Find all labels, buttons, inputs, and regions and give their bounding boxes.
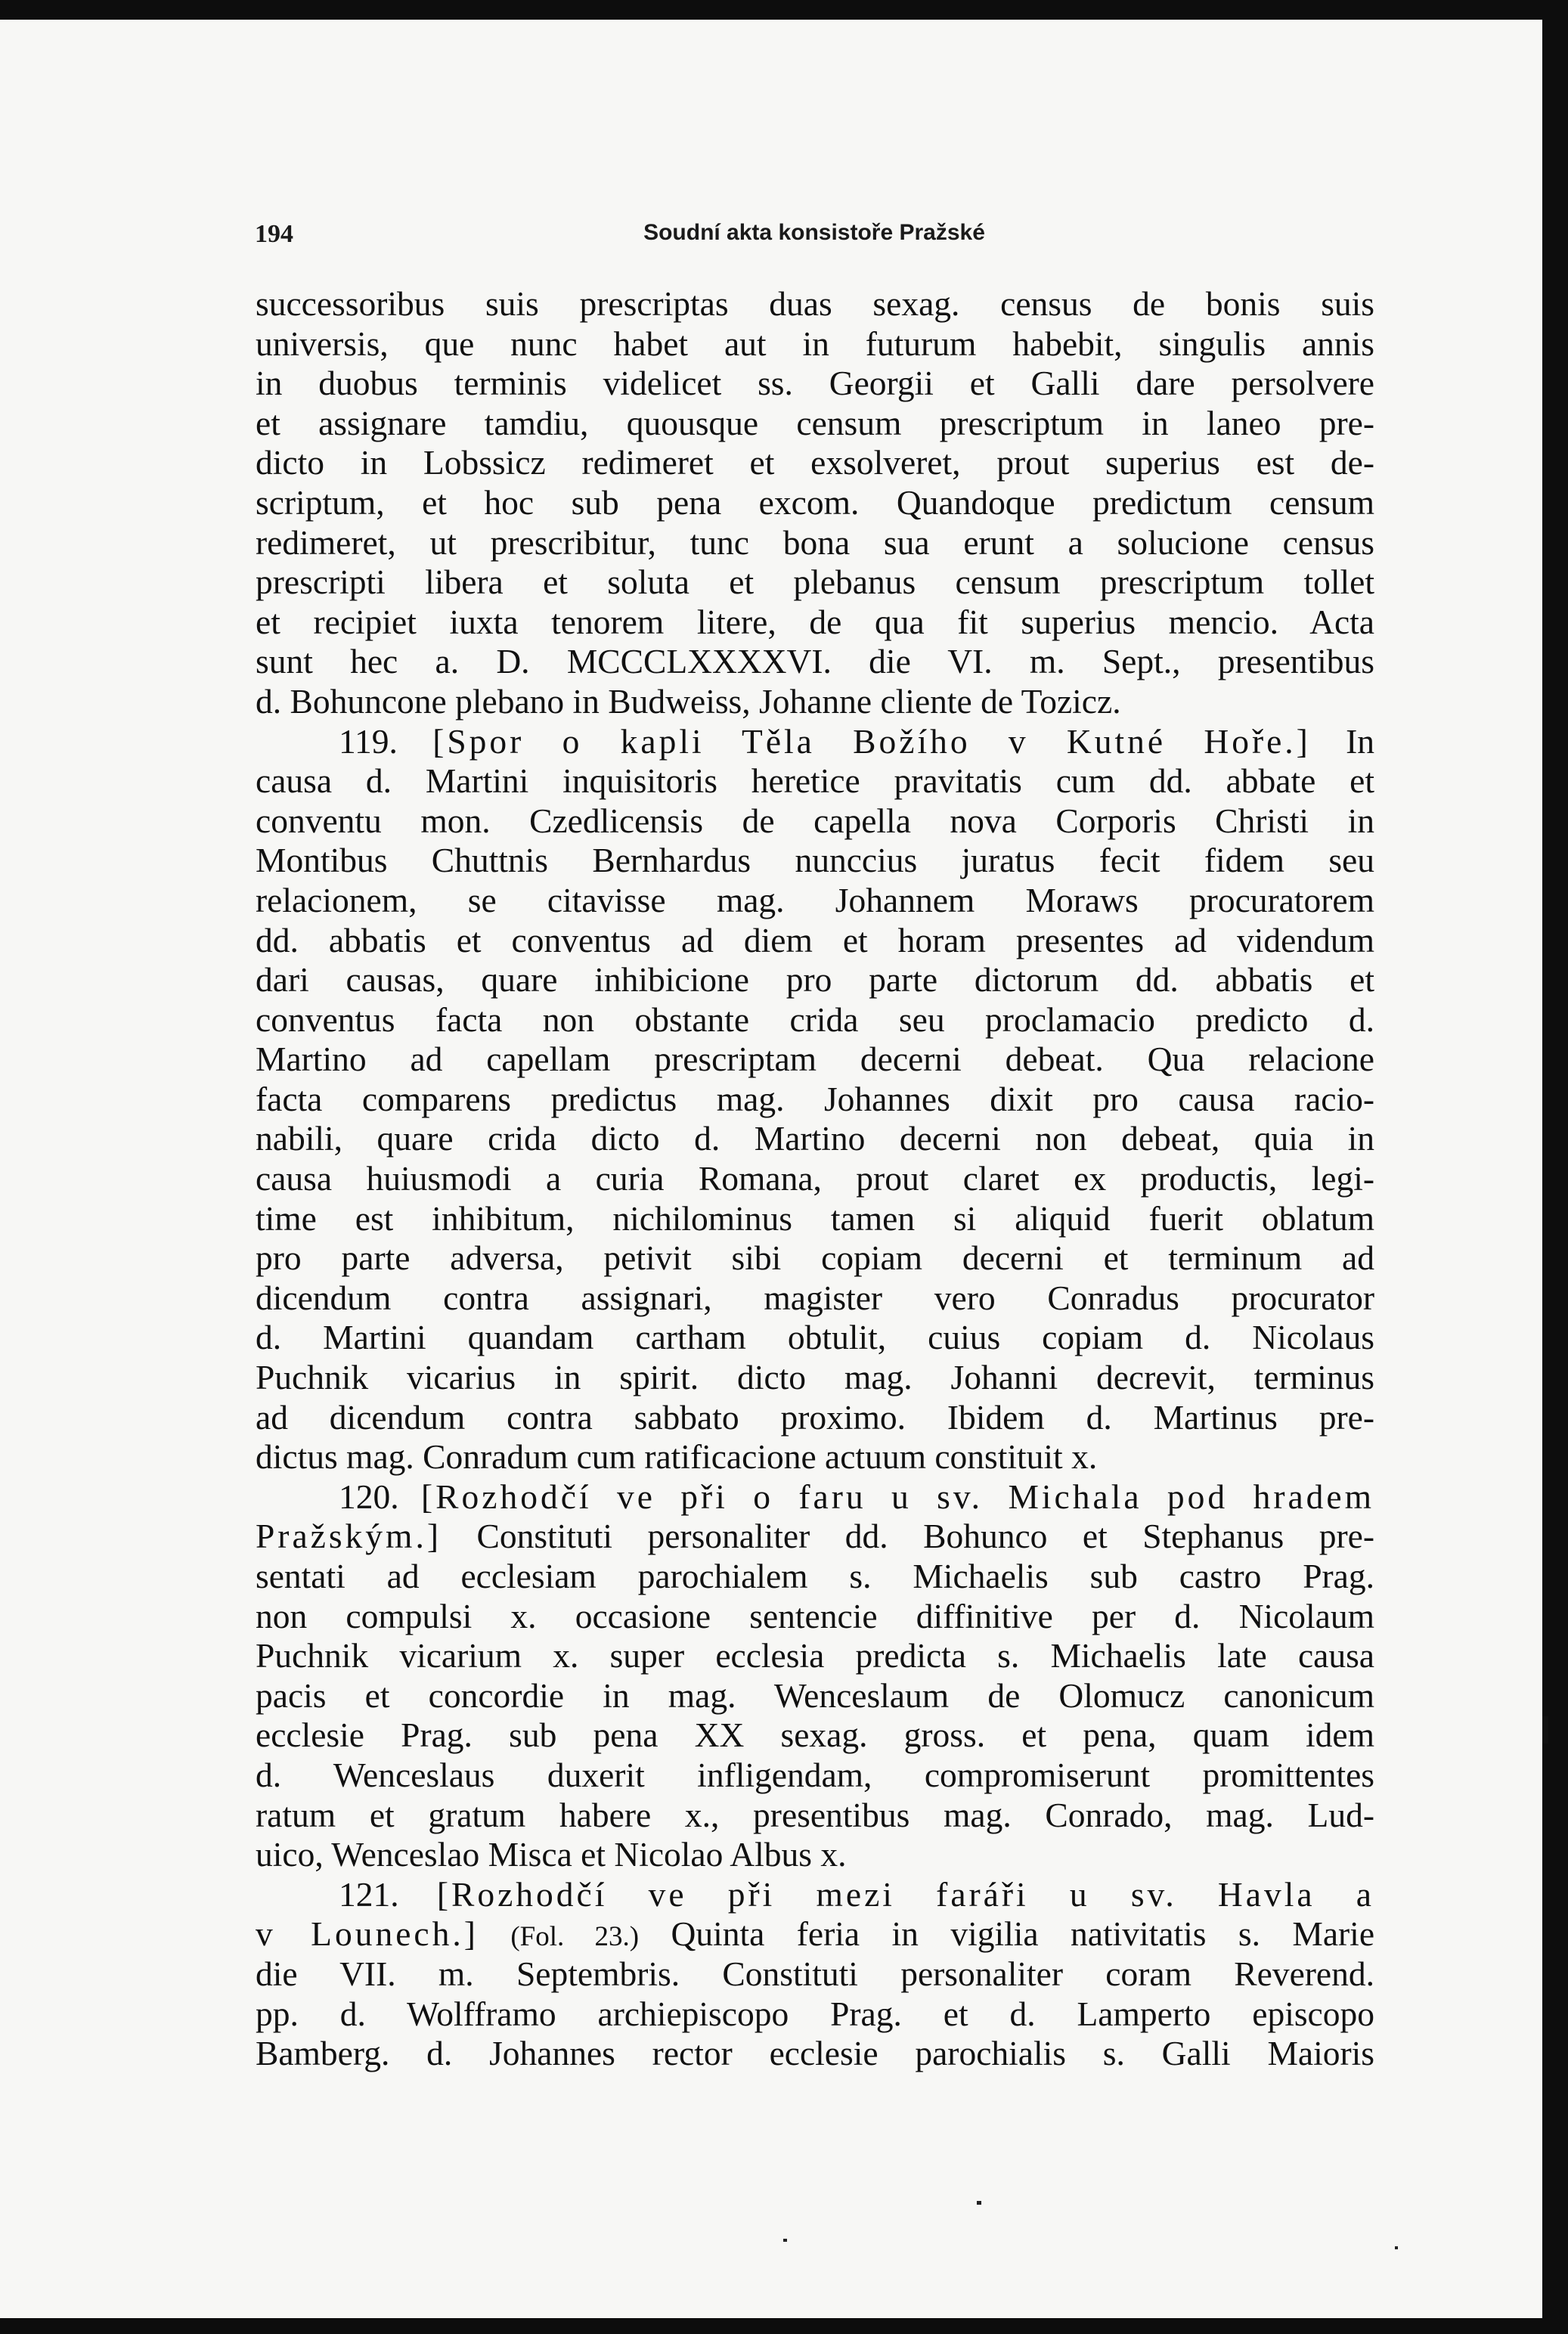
entry-heading-end: Pražským.] (256, 1517, 442, 1556)
text-line: Martino ad capellam prescriptam decerni debeat. Qua relacione (256, 1040, 1374, 1079)
text-line: ad dicendum contra sabbato proximo. Ibidem d. Martinus pre- (256, 1397, 1374, 1437)
text-line: d. Martini quandam cartham obtulit, cuius copiam d. Nicolaus (256, 1318, 1374, 1357)
entry-number: 120. (339, 1477, 399, 1516)
text-line: relacionem, se citavisse mag. Johannem Moraws procuratorem (256, 880, 1374, 919)
entry-number: 121. (339, 1874, 399, 1914)
text-line: successoribus suis prescriptas duas sexag. census de bonis suis (256, 284, 1374, 323)
text-line: pp. d. Wolfframo archiepiscopo Prag. et d. Lamperto episcopo (256, 1994, 1374, 2033)
page-number: 194 (255, 220, 293, 248)
text-line: conventus facta non obstante crida seu proclamacio predicto d. (256, 1000, 1374, 1039)
entry-text: Quinta feria in vigilia nativitatis s. Marie (671, 1914, 1375, 1954)
scan-speck (977, 2201, 981, 2205)
text-line: causa d. Martini inquisitoris heretice pravitatis cum dd. abbate et (256, 761, 1374, 801)
text-line: redimeret, ut prescribitur, tunc bona sua erunt a solucione census (256, 522, 1374, 562)
document-page (0, 20, 1542, 2318)
page-edge-mark (1542, 1716, 1548, 1744)
text-line: Bamberg. d. Johannes rector ecclesie parochialis s. Galli Maioris (256, 2034, 1374, 2073)
text-line: ecclesie Prag. sub pena XX sexag. gross. et pena, quam idem (256, 1716, 1374, 1755)
text-line: et assignare tamdiu, quousque censum prescriptum in laneo pre- (256, 403, 1374, 442)
running-title: Soudní akta konsistoře Pražské (643, 220, 985, 245)
text-line: Montibus Chuttnis Bernhardus nunccius juratus fecit fidem seu (256, 841, 1374, 880)
entry-text: Constituti personaliter dd. Bohunco et Stephanus pre- (476, 1517, 1375, 1556)
entry-heading-end: v Lounech.] (256, 1914, 479, 1954)
body-text (256, 284, 1374, 2074)
text-line: et recipiet iuxta tenorem litere, de qua fit superius mencio. Acta (256, 602, 1374, 641)
text-line: dari causas, quare inhibicione pro parte dictorum dd. abbatis et (256, 960, 1374, 1000)
scan-speck (1395, 2246, 1398, 2249)
text-line: conventu mon. Czedlicensis de capella nova Corporis Christi in (256, 801, 1374, 840)
text-line: sentati ad ecclesiam parochialem s. Michaelis sub castro Prag. (256, 1557, 1374, 1595)
text-line: facta comparens predictus mag. Johannes dixit pro causa racio- (256, 1079, 1374, 1118)
entry-121-first-line (256, 1875, 1374, 1915)
text-line: d. Bohuncone plebano in Budweiss, Johanne cliente de Tozicz. (256, 681, 1121, 721)
text-line: non compulsi x. occasione sentencie diffinitive per d. Nicolaum (256, 1596, 1374, 1635)
entry-120-second-line (256, 1517, 1374, 1557)
text-line: scriptum, et hoc sub pena excom. Quandoque predictum censum (256, 482, 1374, 522)
entry-heading: [Spor o kapli Těla Božího v Kutné Hoře.] (432, 721, 1311, 761)
entry-120-first-line (256, 1477, 1374, 1517)
text-line: prescripti libera et soluta et plebanus censum prescriptum tollet (256, 563, 1374, 602)
text-line: nabili, quare crida dicto d. Martino decerni non debeat, quia in (256, 1119, 1374, 1158)
entry-text: In (1346, 721, 1375, 761)
text-line: uico, Wenceslao Misca et Nicolao Albus x. (256, 1835, 847, 1874)
folio-reference: (Fol. 23.) (510, 1921, 640, 1953)
entry-heading: [Rozhodčí ve při mezi faráři u sv. Havla a (436, 1874, 1374, 1914)
text-line: pacis et concordie in mag. Wenceslaum de Olomucz canonicum (256, 1675, 1374, 1715)
text-line: universis, que nunc habet aut in futurum habebit, singulis annis (256, 324, 1374, 363)
text-line: dictus mag. Conradum cum ratificacione actuum constituit x. (256, 1437, 1098, 1477)
text-line: die VII. m. Septembris. Constituti personaliter coram Reverend. (256, 1954, 1374, 1993)
text-line: pro parte adversa, petivit sibi copiam decerni et terminum ad (256, 1238, 1374, 1278)
text-line: d. Wenceslaus duxerit infligendam, compromiserunt promittentes (256, 1755, 1374, 1794)
text-line: time est inhibitum, nichilominus tamen si aliquid fuerit oblatum (256, 1198, 1374, 1238)
entry-number: 119. (339, 721, 398, 761)
text-line: causa huiusmodi a curia Romana, prout claret ex productis, legi- (256, 1159, 1374, 1198)
text-line: Puchnik vicarium x. super ecclesia predicta s. Michaelis late causa (256, 1636, 1374, 1675)
text-line: dicto in Lobssicz redimeret et exsolveret, prout superius est de- (256, 443, 1374, 482)
text-line: in duobus terminis videlicet ss. Georgii et Galli dare persolvere (256, 364, 1374, 403)
text-line: Puchnik vicarius in spirit. dicto mag. Johanni decrevit, terminus (256, 1358, 1374, 1397)
page-header (255, 205, 1374, 250)
entry-119-first-line (256, 722, 1374, 762)
scan-speck (783, 2239, 787, 2242)
text-line: ratum et gratum habere x., presentibus mag. Conrado, mag. Lud- (256, 1795, 1374, 1834)
text-line: sunt hec a. D. MCCCLXXXXVI. die VI. m. Sept., presentibus (256, 642, 1374, 681)
entry-heading: [Rozhodčí ve při o faru u sv. Michala pod hradem (421, 1477, 1375, 1516)
text-line: dd. abbatis et conventus ad diem et horam presentes ad videndum (256, 920, 1374, 959)
entry-121-second-line (256, 1914, 1374, 1954)
text-line: dicendum contra assignari, magister vero Conradus procurator (256, 1278, 1374, 1317)
